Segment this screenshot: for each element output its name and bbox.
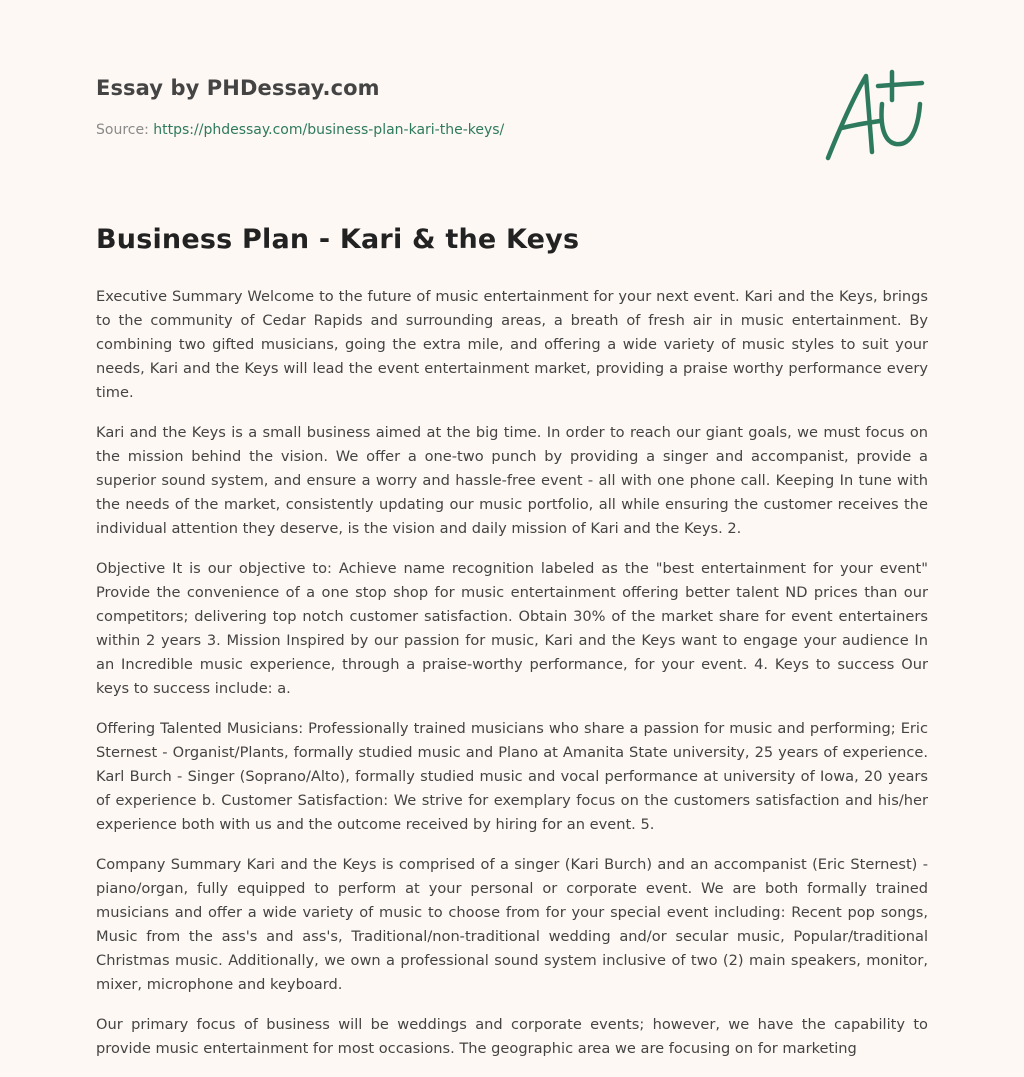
source-link[interactable]: https://phdessay.com/business-plan-kari-the-keys/ — [153, 122, 505, 138]
essay-paragraph: Offering Talented Musicians: Professionally trained musicians who share a passion for music and performing; Eric Sternest - Organist/Plants, formally studied music and Plano at Amanita State university, 25 years of experience. Karl Burch - Singer (Soprano/Alto), formally studied music and vocal performance at university of Iowa, 20 years of experience b. Customer Satisfaction: We strive for exemplary focus on the customers satisfaction and his/her experience both with us and the outcome received by hiring for an event. 5. — [96, 720, 928, 833]
essay-paragraph: Our primary focus of business will be weddings and corporate events; however, we have the capability to provide music entertainment for most occasions. The geographic area we are focusing on for marketing — [96, 1016, 928, 1057]
essay-title: Business Plan - Kari & the Keys — [96, 224, 580, 255]
essay-paragraph: Company Summary Kari and the Keys is comprised of a singer (Kari Burch) and an accompanist (Eric Sternest) - piano/organ, fully equipped to perform at your personal or corporate event. We are both formally trained musicians and offer a wide variety of music to choose from for your special event including: Recent pop songs, Music from the ass's and ass's, Traditional/non-traditional wedding and/or secular music, Popular/traditional Christmas music. Additionally, we own a professional sound system inclusive of two (2) main speakers, monitor, mixer, microphone and keyboard. — [96, 856, 928, 993]
essay-paragraph: Executive Summary Welcome to the future of music entertainment for your next event. Kari and the Keys, brings to the community of Cedar Rapids and surrounding areas, a breath of fresh air in music entertainment. By combining two gifted musicians, going the extra mile, and offering a wide variety of music styles to suit your needs, Kari and the Keys will lead the event entertainment market, providing a praise worthy performance every time. — [96, 288, 928, 401]
essay-header — [96, 76, 928, 138]
source-label: Source: — [96, 122, 149, 138]
essay-paragraph: Objective It is our objective to: Achieve name recognition labeled as the "best entertainment for your event" Provide the convenience of a one stop shop for music entertainment offering better talent ND prices than our competitors; delivering top notch customer satisfaction. Obtain 30% of the market share for event entertainers within 2 years 3. Mission Inspired by our passion for music, Kari and the Keys want to engage your audience In an Incredible music experience, through a praise-worthy performance, for your event. 4. Keys to success Our keys to success include: a. — [96, 560, 928, 697]
essay-paragraph: Kari and the Keys is a small business aimed at the big time. In order to reach our giant goals, we must focus on the mission behind the vision. We offer a one-two punch by providing a singer and accompanist, provide a superior sound system, and ensure a worry and hassle-free event - all with one phone call. Keeping In tune with the needs of the market, consistently updating our music portfolio, all while ensuring the customer receives the individual attention they deserve, is the vision and daily mission of Kari and the Keys. 2. — [96, 424, 928, 537]
site-brand: Essay by PHDessay.com — [96, 76, 380, 100]
essay-body — [96, 285, 928, 1077]
source-line — [96, 122, 928, 138]
a-plus-grade-icon — [822, 66, 928, 166]
